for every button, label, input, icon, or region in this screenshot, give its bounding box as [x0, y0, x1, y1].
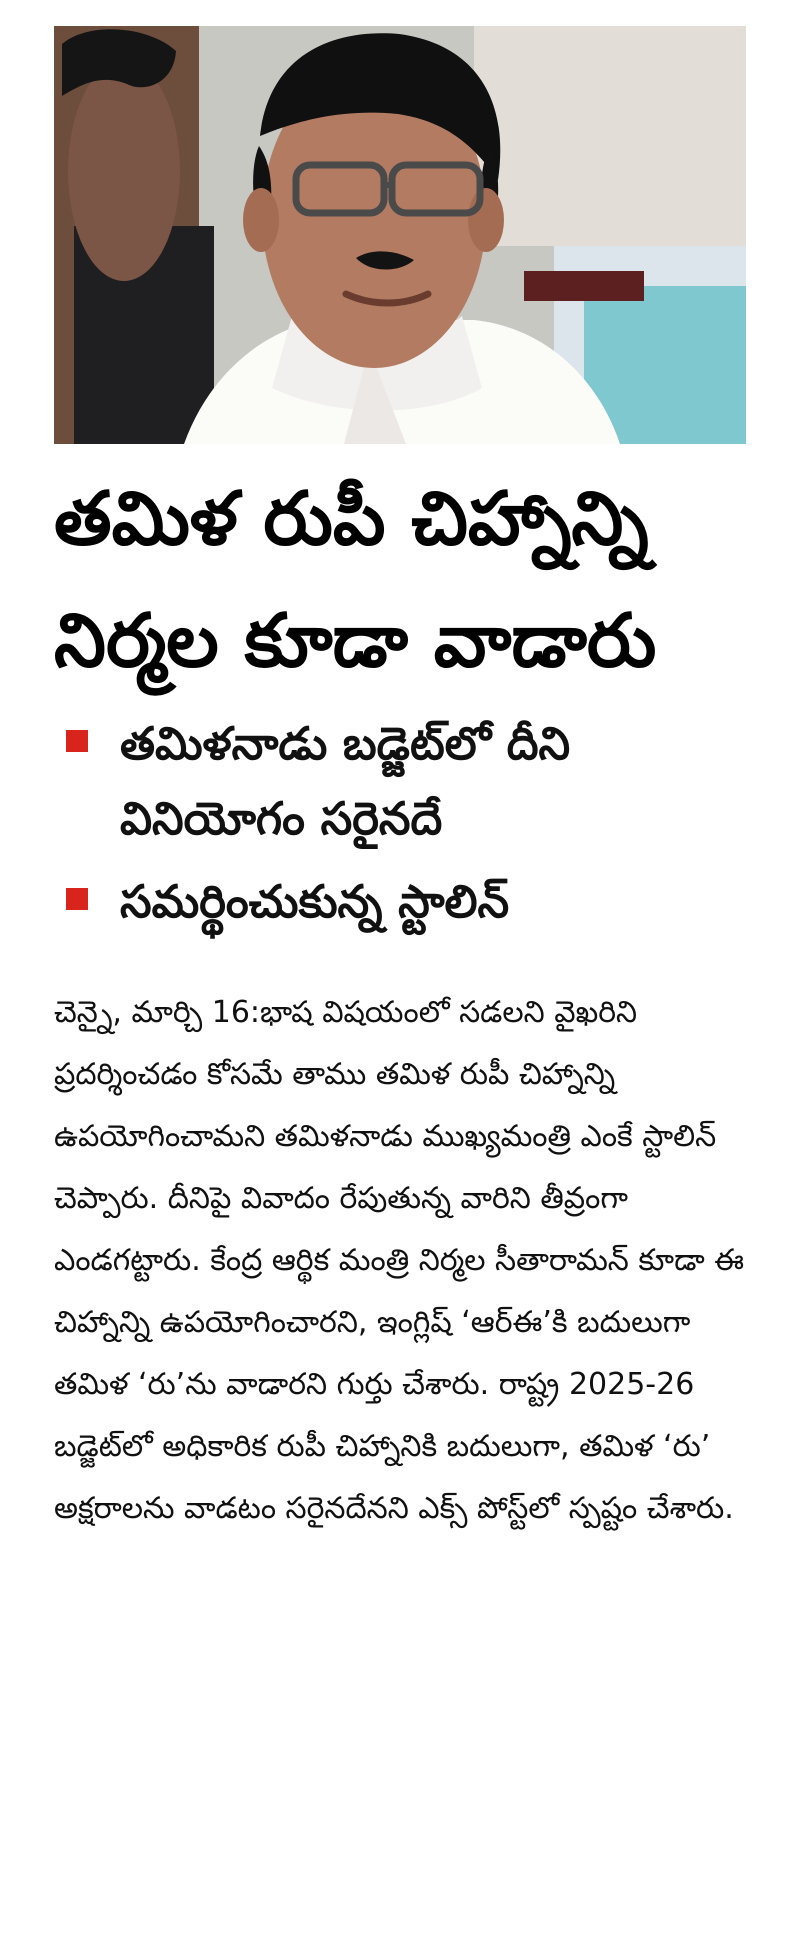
bullet-item-2 — [54, 864, 746, 939]
article-bullets — [54, 706, 746, 947]
bullet-marker-icon — [66, 730, 88, 752]
article-body: చెన్నై, మార్చి 16:భాష విషయంలో సడలని వైఖరిని ప్రదర్శించడం కోసమే తాము తమిళ రుపీ చిహ్నాన్ని ఉపయోగించామని తమిళనాడు ముఖ్యమంత్రి ఎంకే స్టాలిన్ చెప్పారు. దీనిపై వివాదం రేపుతున్న వారిని తీవ్రంగా ఎండగట్టారు. కేంద్ర ఆర్థిక మంత్రి నిర్మల సీతారామన్ కూడా ఈ చిహ్నాన్ని ఉపయోగించారని, ఇంగ్లిష్ ‘ఆర్‌ఈ’కి బదులుగా తమిళ ‘రు’ను వాడారని గుర్తు చేశారు. రాష్ట్ర 2025-26 బడ్జెట్‌లో అధికారిక రుపీ చిహ్నానికి బదులుగా, తమిళ ‘రు’ అక్షరాలను వాడటం సరైనదేనని ఎక్స్ పోస్ట్‌లో స్పష్టం చేశారు. — [54, 995, 745, 1526]
bullet-text-2: సమర్థించుకున్న స్టాలిన్ — [120, 875, 510, 928]
bullet-marker-icon — [66, 888, 88, 910]
bullet-item-1 — [54, 706, 746, 856]
article-headline: తమిళ రుపీ చిహ్నాన్ని నిర్మల కూడా వాడారు — [54, 476, 657, 684]
bullet-text-1: తమిళనాడు బడ్జెట్‌లో దీని వినియోగం సరైనదే — [120, 717, 571, 845]
news-photo — [54, 26, 746, 444]
